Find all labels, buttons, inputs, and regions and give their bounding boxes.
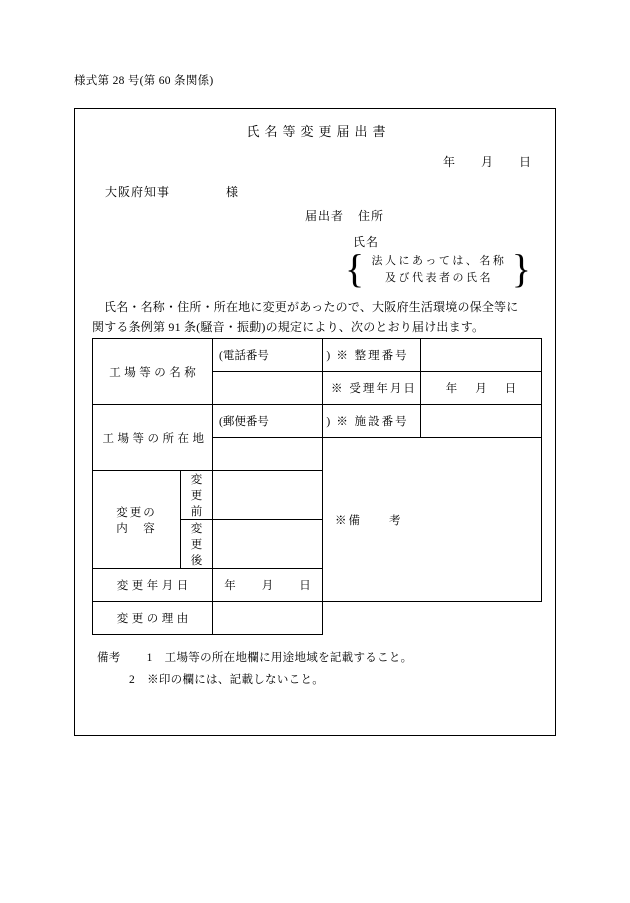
factory-name-label: 工場等の名称: [93, 339, 213, 405]
corporate-note-text: [359, 253, 519, 287]
date-year-label: 年: [442, 155, 455, 169]
addressee: [105, 183, 238, 200]
form-number: 様式第 28 号(第 60 条関係): [74, 75, 214, 87]
change-day-label: 日: [299, 580, 311, 592]
submitter-label: 届出者: [305, 209, 345, 223]
corporate-note-brace: [345, 246, 531, 291]
change-after-label: 変更後: [181, 520, 213, 569]
factory-phone-label: (電話番号 ): [213, 339, 323, 372]
change-content-label-line1: 変更の: [116, 506, 157, 519]
document-title: 氏名等変更届出書: [246, 124, 391, 139]
receipt-day-label: 日: [504, 383, 517, 395]
date-day-label: 日: [518, 155, 531, 169]
change-date-value[interactable]: [213, 569, 323, 602]
factory-address-label: 工場等の所在地: [93, 405, 213, 471]
footnotes-heading: 備考: [97, 652, 121, 664]
change-after-value[interactable]: [213, 520, 323, 569]
main-form-table: [92, 338, 542, 635]
brace-right-icon: }: [511, 246, 531, 291]
facility-number-value[interactable]: [421, 405, 542, 438]
receipt-month-label: 月: [475, 383, 487, 395]
footnote-1-text: 工場等の所在地欄に用途地域を記載すること。: [164, 652, 413, 664]
submitter-address-label: 住所: [358, 209, 385, 223]
change-before-label: 変更前: [181, 471, 213, 520]
footnote-item-1: [97, 647, 412, 669]
factory-name-value[interactable]: [213, 372, 323, 405]
remarks-label: ※備 考: [323, 438, 542, 602]
facility-number-label: ※ 施設番号: [323, 405, 421, 438]
statement-line2: 関する条例第 91 条(騒音・振動)の規定により、次のとおり届け出ます。: [92, 320, 485, 334]
admin-number-label: ※ 整理番号: [323, 339, 421, 372]
corporate-note-line1: 法人にあっては、名称: [371, 255, 507, 267]
footnote-2-text: ※印の欄には、記載しないこと。: [147, 674, 325, 686]
change-year-label: 年: [224, 580, 236, 592]
change-reason-label: 変更の理由: [93, 602, 213, 635]
form-outer-frame: [74, 108, 556, 736]
change-content-label-line2: 内 容: [116, 522, 157, 535]
addressee-honorific: 様: [226, 185, 239, 199]
change-content-label: [93, 471, 181, 569]
factory-address-value[interactable]: [213, 438, 323, 471]
footnote-item-2: [129, 669, 412, 691]
receipt-date-label: ※ 受理年月日: [323, 372, 421, 405]
date-month-label: 月: [480, 155, 493, 169]
factory-postal-label: (郵便番号 ): [213, 405, 323, 438]
change-month-label: 月: [261, 580, 274, 592]
submitter-name-label: 氏名: [353, 235, 380, 249]
addressee-name: 大阪府知事: [105, 185, 171, 199]
table-row: [93, 602, 542, 635]
change-reason-value[interactable]: [213, 602, 323, 635]
admin-number-value[interactable]: [421, 339, 542, 372]
change-date-label: 変更年月日: [93, 569, 213, 602]
footnote-2-number: 2: [129, 674, 136, 686]
statement-line1: 氏名・名称・住所・所在地に変更があったので、大阪府生活環境の保全等に: [104, 300, 519, 314]
table-row: [93, 405, 542, 438]
corporate-note-line2: 及び代表者の氏名: [385, 272, 493, 284]
table-row: [93, 339, 542, 372]
footnote-1-number: 1: [146, 652, 153, 664]
footnotes: [97, 647, 412, 691]
brace-left-icon: {: [345, 246, 365, 291]
receipt-year-label: 年: [445, 383, 458, 395]
statement-paragraph: [92, 297, 542, 337]
receipt-date-value[interactable]: [421, 372, 542, 405]
change-before-value[interactable]: [213, 471, 323, 520]
submitter-line: [305, 207, 384, 224]
submission-date-line: [443, 153, 531, 170]
